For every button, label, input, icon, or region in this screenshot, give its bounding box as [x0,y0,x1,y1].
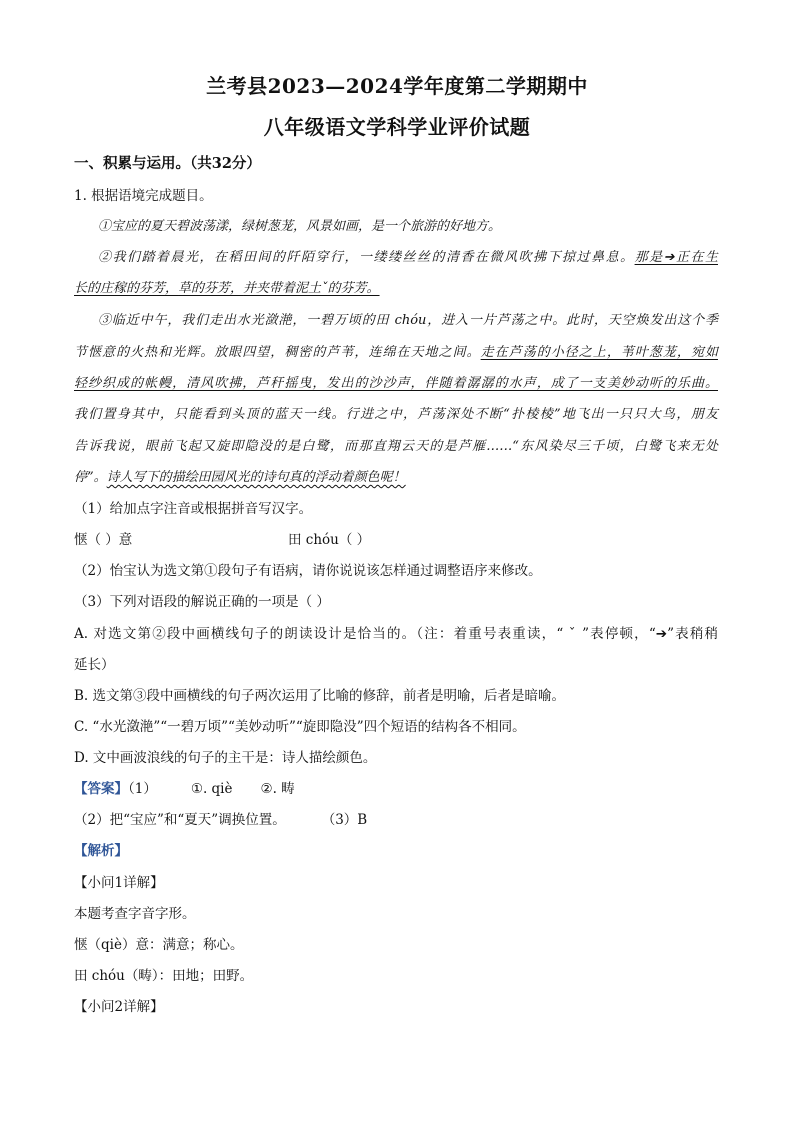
passage-text: 停”。 [74,470,107,485]
answer-part: ②. 畴 [260,781,295,797]
answer-part: ①. qiè [190,781,233,797]
option-a-continued: 延长） [74,657,115,673]
analysis-line: 本题考查字音字形。 [74,906,196,922]
pinyin-blank-b: 田 chóu（ ） [288,532,371,548]
passage-text: ②我们踏着晨光，在稻田间的阡陌穿行，一缕缕丝丝的清香在微风吹拂下掠过鼻息。 [98,250,635,265]
exam-title-line2: 八年级语文学科学业评价试题 [263,115,531,139]
answer-part: （3）B [321,812,368,828]
underlined-sentence: 并夹带着泥土ˇ的芬芳。 [243,281,380,296]
passage-paragraph-3-line1: ③临近中午，我们走出水光潋滟，一碧万顷的田 chóu，进入一片芦荡之中。此时，天空焕发出这个季 [98,313,718,328]
passage-paragraph-3-line6 [74,466,406,485]
analysis-label: 【解析】 [74,843,128,859]
passage-paragraph-3-line2 [74,341,718,360]
sub-question-2: （2）怡宝认为选文第①段句子有语病，请你说说该怎样通过调整语序来修改。 [74,563,542,579]
answer-part: （2）把“宝应”和“夏天”调换位置。 [74,812,286,828]
pinyin-blank-a: 惬（ ）意 [74,532,133,548]
passage-paragraph-2-line1 [98,246,718,265]
analysis-line: 惬（qiè）意：满意；称心。 [74,937,244,953]
option-b: B. 选文第③段中画横线的句子两次运用了比喻的修辞，前者是明喻，后者是暗喻。 [74,688,566,704]
passage-paragraph-3-line4: 我们置身其中，只能看到头顶的蓝天一线。行进之中，芦荡深处不断“扑棱棱”地飞出一只只大鸟，朋友 [74,407,718,422]
analysis-line: 田 chóu（畴）：田地；田野。 [74,968,254,984]
underlined-sentence: 走在芦荡的小径之上，苇叶葱茏，宛如 [480,345,718,360]
sub-question-3: （3）下列对语段的解说正确的一项是（ ） [74,594,330,610]
section-heading: 一、积累与运用。（共32分） [74,155,261,172]
answer-label: 【答案】 [74,781,128,797]
answer-part: （1） [128,781,157,797]
question-stem: 1. 根据语境完成题目。 [74,188,213,204]
passage-paragraph-3-line5: 告诉我说，眼前飞起又旋即隐没的是白鹭，而那直翔云天的是芦雁……“东风染尽三千顷，白鹭飞来无处 [74,439,718,454]
answer-line-1 [74,777,295,797]
passage-paragraph-3-line3: 轻纱织成的帐幔，清风吹拂，芦秆摇曳，发出的沙沙声，伴随着潺潺的水声，成了一支美妙动听的乐曲。 [74,376,718,391]
sub-question-1: （1）给加点字注音或根据拼音写汉字。 [74,501,313,517]
analysis-sub1-title: 【小问1详解】 [74,875,164,891]
passage-paragraph-2-line2 [74,277,380,296]
underlined-sentence: 那是➔正在生 [634,250,718,265]
underlined-sentence: 长的庄稼的芬芳， [74,281,179,296]
passage-paragraph-1: ①宝应的夏天碧波荡漾，绿树葱茏，风景如画，是一个旅游的好地方。 [98,219,502,234]
analysis-sub2-title: 【小问2详解】 [74,999,164,1015]
answer-line-2 [74,808,367,828]
option-a: A. 对选文第②段中画横线句子的朗读设计是恰当的。（注：着重号表重读，“ ˇ ”表停顿，“➔”表稍稍 [74,626,718,642]
wavy-underlined-sentence: 诗人写下的描绘田园风光的诗句真的浮动着颜色呢！ [106,470,406,485]
underlined-sentence: 草的芬芳， [178,281,244,296]
passage-text: 节惬意的火热和光辉。放眼四望，稠密的芦苇，连绵在天地之间。 [74,345,481,360]
option-c: C. “水光潋滟”“一碧万顷”“美妙动听”“旋即隐没”四个短语的结构各不相同。 [74,719,526,735]
exam-title-line1: 兰考县2023—2024学年度第二学期期中 [206,74,588,98]
option-d: D. 文中画波浪线的句子的主干是：诗人描绘颜色。 [74,750,377,766]
